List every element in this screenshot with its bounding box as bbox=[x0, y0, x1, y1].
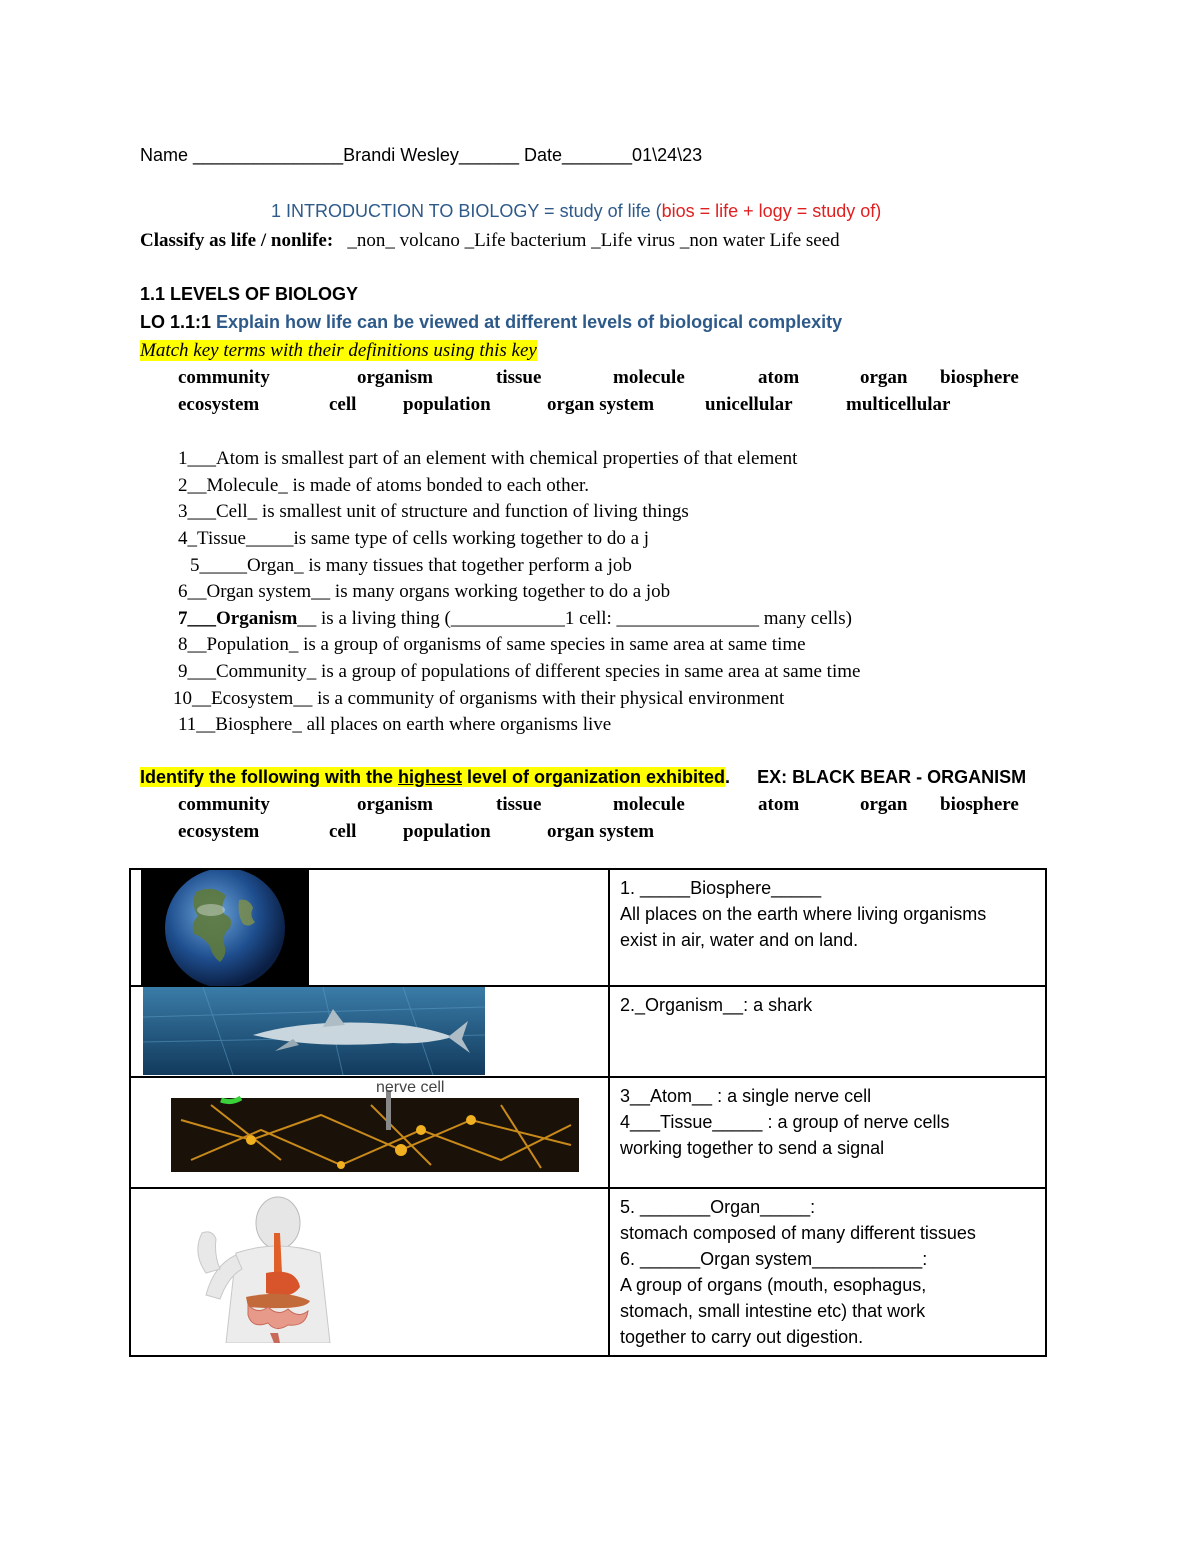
definition-item: 6__Organ system__ is many organs working together to do a job bbox=[178, 581, 671, 602]
row1-line: exist in air, water and on land. bbox=[620, 930, 859, 950]
classify-label: Classify as life / nonlife: bbox=[140, 230, 334, 251]
earth-image bbox=[141, 870, 311, 986]
text-cell bbox=[609, 869, 1046, 986]
key-term: tissue bbox=[496, 794, 542, 815]
row1-line: All places on the earth where living organisms bbox=[620, 904, 987, 924]
nerve-cell-image bbox=[171, 1080, 581, 1188]
table-row bbox=[130, 1188, 1046, 1356]
key-term: community bbox=[178, 367, 270, 388]
image-cell bbox=[130, 1188, 609, 1356]
table-row bbox=[130, 869, 1046, 986]
key-term: ecosystem bbox=[178, 394, 260, 415]
def7-term: Organism bbox=[216, 608, 298, 629]
key-term: unicellular bbox=[705, 394, 793, 415]
definition-item: 3___Cell_ is smallest unit of structure and function of living things bbox=[178, 501, 689, 522]
key-term: organism bbox=[357, 794, 433, 815]
definition-item: 5_____Organ_ is many tissues that together perform a job bbox=[190, 555, 632, 576]
learning-objective bbox=[140, 312, 842, 333]
definition-item: 11__Biosphere_ all places on earth where organisms live bbox=[178, 714, 612, 735]
match-instruction bbox=[140, 340, 537, 362]
row4-line: 5. _______Organ_____: bbox=[620, 1197, 816, 1217]
key-term: biosphere bbox=[940, 794, 1019, 815]
row1-line: 1. _____Biosphere_____ bbox=[620, 878, 822, 898]
image-cell bbox=[130, 1077, 609, 1188]
row4-line: together to carry out digestion. bbox=[620, 1327, 864, 1347]
image-cell bbox=[130, 986, 609, 1077]
key-term: atom bbox=[758, 367, 800, 388]
key-term: population bbox=[403, 821, 491, 842]
row4-line: stomach, small intestine etc) that work bbox=[620, 1301, 926, 1321]
key-term: cell bbox=[329, 821, 357, 842]
text-cell bbox=[609, 1077, 1046, 1188]
table-row bbox=[130, 1077, 1046, 1188]
classify-line bbox=[140, 230, 840, 252]
nerve-cell-caption: nerve cell bbox=[376, 1080, 445, 1096]
key-term: multicellular bbox=[846, 394, 951, 415]
identify-text-period: . bbox=[725, 767, 731, 787]
lo-label: LO 1.1:1 bbox=[140, 312, 212, 332]
table-row bbox=[130, 986, 1046, 1077]
image-cell bbox=[130, 869, 609, 986]
identify-text-highest: highest bbox=[397, 767, 462, 787]
key-term: cell bbox=[329, 394, 357, 415]
definition-item: 1___Atom is smallest part of an element with chemical properties of that element bbox=[178, 448, 798, 469]
row3-line: 4___Tissue_____ : a group of nerve cells bbox=[620, 1112, 950, 1132]
definition-item: 4_Tissue_____is same type of cells working together to do a j bbox=[178, 528, 650, 549]
definition-item-7 bbox=[178, 608, 852, 630]
definition-item: 9___Community_ is a group of populations of different species in same area at same time bbox=[178, 661, 861, 682]
intro-title bbox=[271, 201, 881, 222]
section-heading: 1.1 LEVELS OF BIOLOGY bbox=[140, 284, 359, 304]
definition-item: 10__Ecosystem__ is a community of organisms with their physical environment bbox=[173, 688, 785, 709]
def7-prefix: 7___ bbox=[178, 608, 216, 629]
key-term: ecosystem bbox=[178, 821, 260, 842]
definition-item: 2__Molecule_ is made of atoms bonded to each other. bbox=[178, 475, 590, 496]
definition-item: 8__Population_ is a group of organisms of same species in same area at same time bbox=[178, 634, 806, 655]
shark-image bbox=[143, 987, 485, 1075]
identify-example: EX: BLACK BEAR - ORGANISM bbox=[757, 767, 1027, 787]
key-term: organ system bbox=[547, 821, 655, 842]
intro-title-main: 1 INTRODUCTION TO BIOLOGY = study of life ( bbox=[271, 201, 662, 221]
text-cell bbox=[609, 986, 1046, 1077]
identify-text-b: level of organization exhibited bbox=[462, 767, 726, 787]
identify-instruction bbox=[140, 767, 1026, 788]
row3-line: 3__Atom__ : a single nerve cell bbox=[620, 1086, 872, 1106]
key-term: organ system bbox=[547, 394, 655, 415]
key-term: biosphere bbox=[940, 367, 1019, 388]
classify-answers: _non_ volcano _Life bacterium _Life virus _non water Life seed bbox=[347, 230, 840, 251]
key-term: population bbox=[403, 394, 491, 415]
key-term: atom bbox=[758, 794, 800, 815]
intro-title-etymology: bios = life + logy = study of) bbox=[661, 201, 882, 221]
def7-rest: __ is a living thing (____________1 cell: _______________ many cells) bbox=[297, 608, 852, 629]
key-term: molecule bbox=[613, 794, 685, 815]
organization-table bbox=[129, 868, 1047, 1357]
row4-line: A group of organs (mouth, esophagus, bbox=[620, 1275, 927, 1295]
digestive-system-image bbox=[166, 1193, 366, 1343]
row4-line: stomach composed of many different tissues bbox=[620, 1223, 976, 1243]
key-term: organ bbox=[860, 367, 908, 388]
name-date-line: Name _______________Brandi Wesley______ Date_______01\24\23 bbox=[140, 145, 703, 165]
key-term: community bbox=[178, 794, 270, 815]
row2-line: 2._Organism__: a shark bbox=[620, 995, 813, 1015]
key-term: organ bbox=[860, 794, 908, 815]
match-instruction-text: Match key terms with their definitions using this key bbox=[140, 340, 537, 361]
identify-text-a: Identify the following with the bbox=[140, 767, 398, 787]
row4-line: 6. ______Organ system___________: bbox=[620, 1249, 928, 1269]
key-term: molecule bbox=[613, 367, 685, 388]
lo-text: Explain how life can be viewed at different levels of biological complexity bbox=[211, 312, 843, 332]
row3-line: working together to send a signal bbox=[620, 1138, 885, 1158]
key-term: tissue bbox=[496, 367, 542, 388]
text-cell bbox=[609, 1188, 1046, 1356]
key-term: organism bbox=[357, 367, 433, 388]
